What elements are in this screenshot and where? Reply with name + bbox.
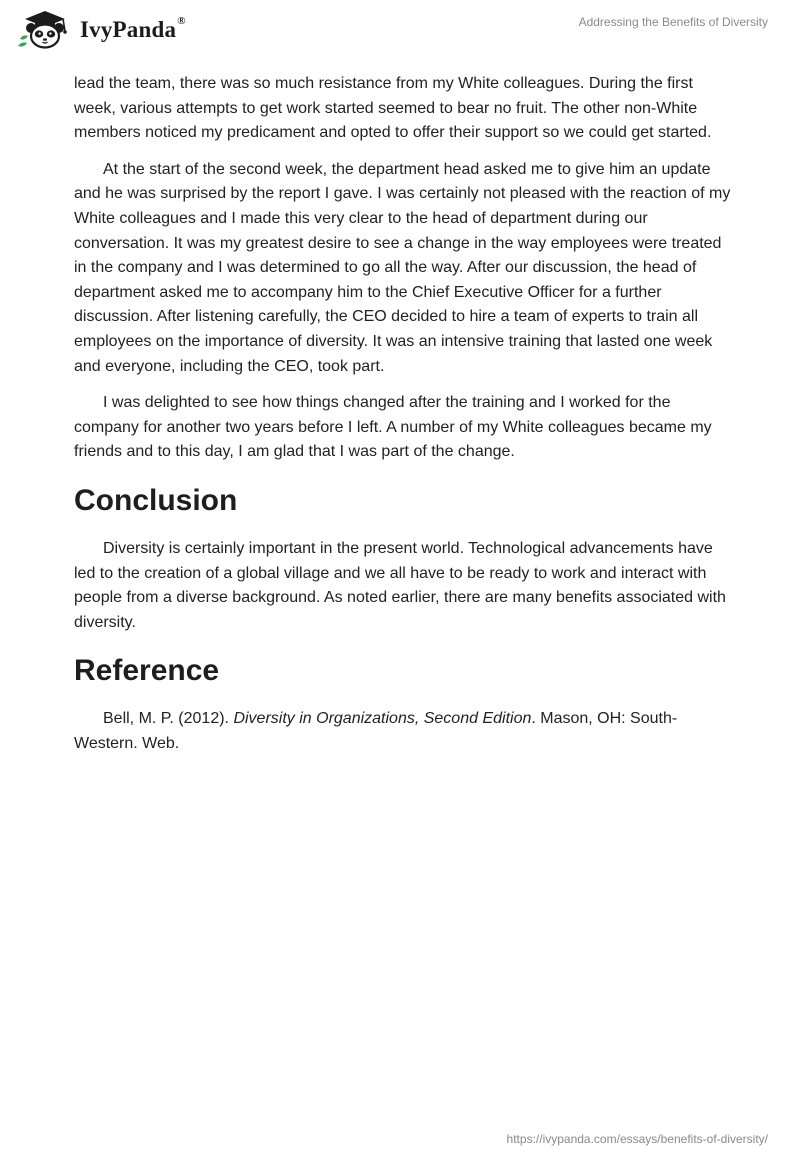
registered-mark: ® (177, 15, 186, 27)
page-header (0, 0, 800, 70)
conclusion-paragraph: Diversity is certainly important in the present world. Technological advancements have led to the creation of a global village and we all have to be ready to work and interact with people from a diverse background. As noted earlier, there are many benefits associated with diversity. (74, 539, 726, 631)
source-url-link[interactable]: https://ivypanda.com/essays/benefits-of-diversity/ (506, 1132, 768, 1146)
body-paragraph-1: lead the team, there was so much resistance from my White colleagues. During the first week, various attempts to get work started seemed to bear no fruit. The other non-White members noticed my predicament and opted to offer their support so we could get started. (74, 75, 712, 142)
brand-name: IvyPanda® (80, 15, 186, 42)
reference-title: Diversity in Organizations, Second Edition (233, 710, 532, 728)
reference-publisher: . Mason, OH: South-Western. Web. (74, 710, 678, 752)
ivypanda-logo[interactable] (16, 9, 186, 49)
reference-author: Bell, M. P. (2012). (103, 710, 234, 728)
reference-entry (74, 707, 734, 756)
body-paragraph-3: I was delighted to see how things changed after the training and I worked for the company for another two years before I left. A number of my White colleagues became my friends and to this day, I am glad that I was part of the change. (74, 394, 712, 461)
conclusion-heading: Conclusion (74, 483, 238, 517)
running-title: Addressing the Benefits of Diversity (578, 15, 768, 29)
essay-body (74, 72, 734, 768)
body-paragraph-2: At the start of the second week, the department head asked me to give him an update and he was surprised by the report I gave. I was certainly not pleased with the reaction of my White colleagues and I made this very clear to the head of department during our conversation. It was my greatest desire to see a change in the way employees were treated in the company and I was determined to go all the way. After our discussion, the head of department asked me to accompany him to the Chief Executive Officer for a further discussion. After listening carefully, the CEO decided to hire a team of experts to train all employees on the importance of diversity. It was an intensive training that lasted one week and everyone, including the CEO, took part. (74, 160, 731, 375)
panda-graduate-icon (16, 9, 74, 49)
reference-heading: Reference (74, 654, 220, 688)
